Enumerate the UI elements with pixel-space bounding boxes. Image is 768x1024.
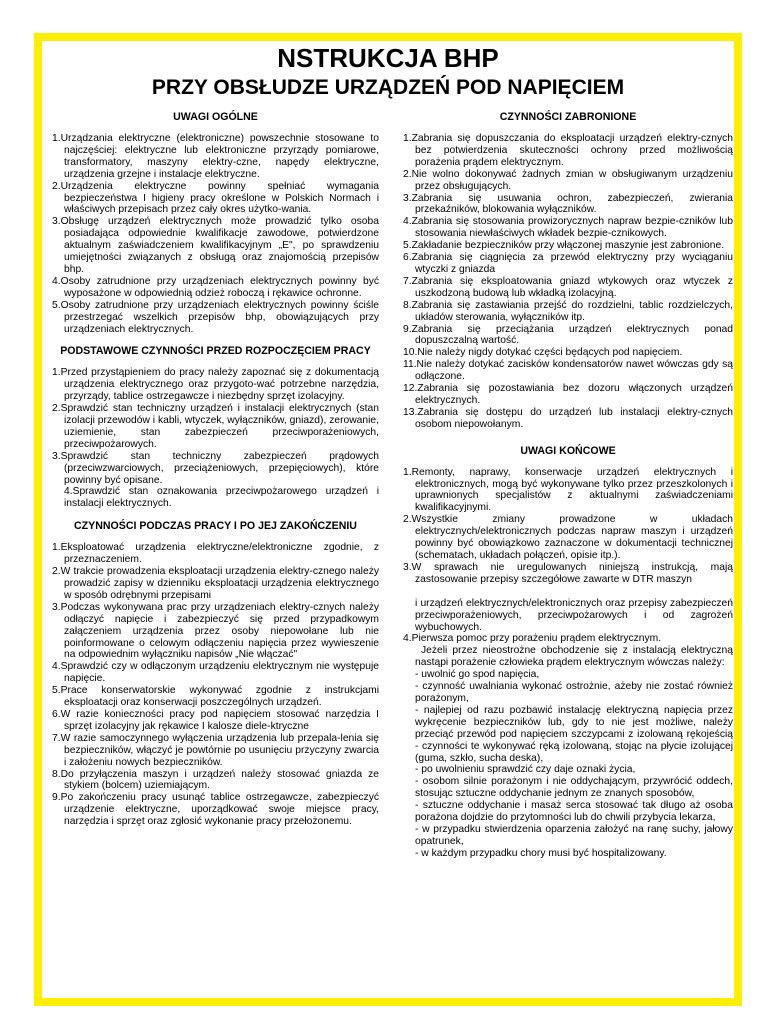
before-work-heading: PODSTAWOWE CZYNNOŚCI PRZED ROZPOCZĘCIEM PRACY — [60, 345, 371, 358]
list-item: 4.Zabrania się stosowania prowizorycznych napraw bezpie-czników lub stosowania niewłaściwych wkładek bezpie-cznikowych. — [403, 216, 733, 240]
list-item: 1.Remonty, naprawy, konserwacje urządzeń elektrycznych i elektronicznych, mogą być wykonywane tylko przez przeszkolonych i uprawnionych specjalistów z aktualnymi zaświadczeniami kwalifikacyjnymi. — [403, 466, 733, 514]
list-item: 3.Obsługę urządzeń elektrycznych może prowadzić tylko osoba posiadająca odpowiednie kwalifikacje zawodowe, potwierdzone aktualnym zaświadczeniem kwalifikacyjnym „E", po sprawdzeniu umiejętności związanych z obsługą oraz znajomością przepisów bhp. — [52, 216, 379, 275]
list-item: 5.Zakładanie bezpieczników przy włączonej maszynie jest zabronione. — [403, 240, 725, 252]
list-item: 5.Prace konserwatorskie wykonywać zgodnie z instrukcjami eksploatacji oraz konserwacji poszczególnych urządzeń. — [52, 685, 379, 709]
list-item: 2.Sprawdzić stan techniczny urządzeń i instalacji elektrycznych (stan izolacji przewodów i kabli, wtyczek, wyłączników, gniazd), zerowanie, uziemienie, stan zabezpieczeń przeciwporażeniowych, przeciwpożarowych. — [52, 403, 379, 450]
list-item: 1.Urządzania elektryczne (elektroniczne) powszechnie stosowane to najczęściej: elektryczne lub elektroniczne przyrządy pomiarowe, transformatory, maszyny elektry-czne, napędy elektryczne, urządzenia grzejne i instalacje elektryczne. — [52, 133, 379, 180]
forbidden-heading: CZYNNOŚCI ZABRONIONE — [499, 111, 637, 123]
before-work-list — [52, 367, 379, 510]
list-item: 13.Zabrania się dostępu do urządzeń lub instalacji elektry-cznych osobom niepowołanym. — [403, 406, 733, 430]
list-item: 5.Osoby zatrudnione przy urządzeniach elektrycznych powinny ściśle przestrzegać wszelkich przepisów bhp, obowiązujących przy urządzeniach elektrycznych. — [52, 299, 379, 335]
first-aid-step: - uwolnić go spod napięcia, — [415, 669, 540, 681]
first-aid-step: - najlepiej od razu pozbawić instalację elektryczną napięcia przez wykręcenie bezpieczników lub, gdy to nie jest możliwe, należy przeciąć przewód pod napięciem szczypcami z izolowaną rękojeścią - czynności te wykonywać ręką izolowaną, stojąc na płycie izolującej (guma, szkło, sucha deska), — [415, 704, 733, 764]
first-aid-step: - czynność uwalniania wykonać ostrożnie, ażeby nie zostać również porażonym, — [415, 681, 733, 704]
list-item: 1.Przed przystąpieniem do pracy należy zapoznać się z dokumentacją urządzenia elektrycznego oraz przygoto-wać potrzebne narzędzia, przyrządy, tablice ostrzegawcze i niezbędny sprzęt izolacyjny. — [52, 367, 379, 403]
list-item: 11.Nie należy dotykać zacisków kondensatorów nawet wówczas gdy są odłączone. — [403, 359, 733, 383]
left-column — [52, 111, 379, 828]
page-title: NSTRUKCJA BHP — [277, 43, 499, 73]
first-aid-step: - sztuczne oddychanie i masaż serca stosować tak długo aż osoba porażona dojdzie do przytomności lub do chwili przybycia lekarza, — [415, 800, 733, 824]
first-aid-step: - w przypadku stwierdzenia oparzenia założyć na ranę suchy, jałowy opatrunek, — [415, 823, 733, 847]
first-aid-intro: Jeżeli przez nieostrożne obchodzenie się z instalacją elektryczną nastąpi porażenie człowieka prądem elektrycznym wówczas należy: — [415, 645, 733, 669]
during-work-heading: CZYNNOŚCI PODCZAS PRACY I PO JEJ ZAKOŃCZENIU — [74, 520, 357, 533]
list-item: 3.Zabrania się usuwania ochron, zabezpieczeń, zwierania przekaźników, blokowania wyłączników. — [403, 192, 733, 216]
first-aid-step: - osobom silnie porażonym i nie oddychającym, przywrócić oddech, stosując sztuczne oddychanie jednym ze znanych sposobów, — [415, 776, 733, 800]
first-aid-step: - po uwolnieniu sprawdzić czy daje oznaki życia, — [415, 764, 636, 776]
list-item: 9.Po zakończeniu pracy usunąć tablice ostrzegawcze, zabezpieczyć urządzenie elektryczne, uporządkować swoje miejsce pracy, narzędzia i sprzęt oraz zgłosić wykonanie pracy przełożonemu. — [52, 792, 379, 828]
list-item: 4.Pierwsza pomoc przy porażeniu prądem elektrycznym. — [403, 633, 662, 645]
forbidden-list — [403, 133, 733, 431]
list-item: 10.Nie należy nigdy dotykać części będących pod napięciem. — [403, 347, 683, 359]
final-notes-heading: UWAGI KOŃCOWE — [520, 444, 616, 457]
page-frame — [34, 33, 742, 1006]
list-item: 3.Sprawdzić stan techniczny zabezpieczeń prądowych (przeciwzwarciowych, przeciążeniowych, przepięciowych), które powinny być opisane. — [52, 450, 379, 486]
list-item: 8.Zabrania się zastawiania przejść do rozdzielni, tablic rozdzielczych, układów sterowania, wyłączników itp. — [403, 299, 733, 323]
list-item: 3.Podczas wykonywana prac przy urządzeniach elektry-cznych należy odłączyć napięcie i zabezpieczyć się przed przypadkowym załączeniem urządzenia przez osoby niepowołane lub nie poinformowane o celowym odłączeniu napięcia przez wywieszenie na odpowiednim wyłączniku napisów „Nie włączać" — [52, 601, 379, 661]
list-item: 12.Zabrania się pozostawiania bez dozoru włączonych urządzeń elektrycznych. — [403, 383, 733, 406]
right-column — [403, 111, 733, 860]
general-notes-list — [52, 133, 379, 335]
list-item: 4.Sprawdzić czy w odłączonym urządzeniu elektrycznym nie występuje napięcie. — [52, 661, 379, 685]
final-notes-list — [403, 467, 733, 860]
first-aid-step: - w każdym przypadku chory musi być hospitalizowany. — [415, 847, 667, 859]
list-item: 2.Urządzenia elektryczne powinny spełniać wymagania bezpieczeństwa I higieny pracy określone w Polskich Normach i właściwych przepisach przez cały okres użytko-wania. — [52, 180, 379, 216]
list-item: 9.Zabrania się przeciążania urządzeń elektrycznych ponad dopuszczalną wartość. — [403, 323, 733, 347]
list-item: 4.Osoby zatrudnione przy urządzeniach elektrycznych powinny być wyposażone w odpowiednią odzież roboczą i rękawice ochronne. — [52, 275, 379, 299]
list-item: 4.Sprawdzić stan oznakowania przeciwpożarowego urządzeń i instalacji elektrycznych. — [64, 486, 379, 510]
list-item: 2.Wszystkie zmiany prowadzone w układach elektrycznych/elektronicznych podczas napraw maszyn i urządzeń powinny być obowiązkowo zaznaczone w dokumentacji technicznej (schematach, układach połączeń, opisie itp.). — [403, 514, 733, 561]
list-item: 2.W trakcie prowadzenia eksploatacji urządzenia elektry-cznego należy prowadzić zapisy w dzienniku eksploatacji urządzenia elektrycznego w sposób odrębnymi przepisami — [52, 566, 379, 601]
list-item: 8.Do przyłączenia maszyn i urządzeń należy stosować gniazda ze stykiem (bolcem) uziemiającym. — [52, 768, 379, 792]
list-item: 3.W sprawach nie uregulowanych niniejszą instrukcją, mają zastosowanie przepisy szczegółowe zawarte w DTR maszyn — [403, 561, 733, 585]
general-notes-heading: UWAGI OGÓLNE — [173, 111, 258, 123]
list-item: 7.Zabrania się eksploatowania gniazd wtykowych oraz wtyczek z uszkodzoną budową lub wkładką izolacyjną. — [403, 275, 733, 299]
list-item: 1.Eksploatować urządzenia elektryczne/elektroniczne zgodnie, z przeznaczeniem. — [52, 542, 379, 566]
list-item: 6.Zabrania się ciągnięcia za przewód elektryczny przy wyciąganiu wtyczki z gniazda — [403, 252, 733, 275]
page-subtitle: PRZY OBSŁUDZE URZĄDZEŃ POD NAPIĘCIEM — [151, 76, 625, 99]
list-item: 7.W razie samoczynnego wyłączenia urządzenia lub przepala-lenia się bezpieczników, włączyć je powtórnie po usunięciu przyczyny zwarcia i założeniu nowych bezpieczników. — [52, 732, 379, 768]
list-item: 2.Nie wolno dokonywać żadnych zmian w obsługiwanym urządzeniu przez obsługujących. — [403, 168, 733, 192]
list-item: 1.Zabrania się dopuszczania do eksploatacji urządzeń elektry-cznych bez potwierdzenia skuteczności ochrony przed możliwością porażenia prądem elektrycznym. — [403, 133, 733, 168]
list-item-continuation: i urządzeń elektrycznych/elektronicznych oraz przepisy zabezpieczeń przeciwporażeniowych, przeciwpożarowych i od zagrożeń wybuchowych. — [415, 597, 733, 633]
during-work-list — [52, 542, 379, 828]
list-item: 6.W razie konieczności pracy pod napięciem stosować narzędzia I sprzęt izolacyjny jak rękawice I kalosze diele-ktryczne — [52, 708, 379, 732]
